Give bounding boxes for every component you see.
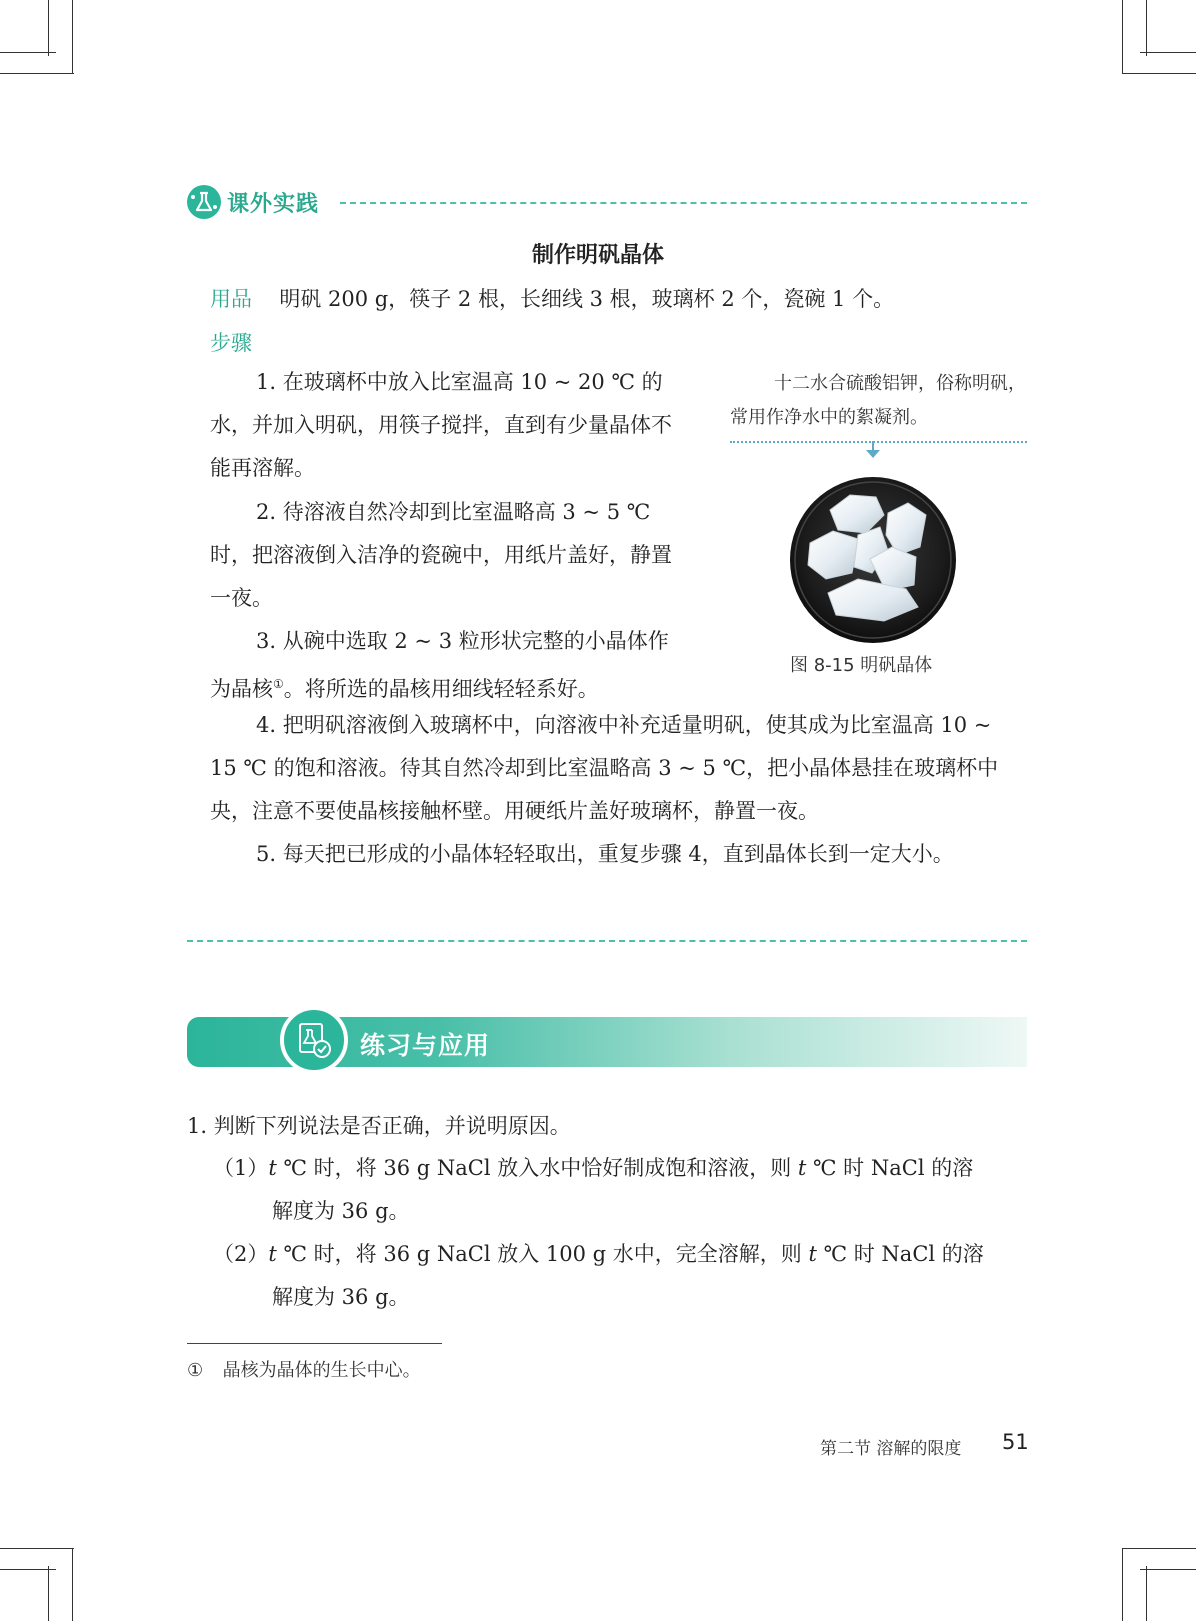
side-note-dotted-line [730,441,1027,443]
question-1-2-line2: 解度为 36 g。 [272,1285,410,1309]
materials-text: 明矾 200 g，筷子 2 根，长细线 3 根，玻璃杯 2 个，瓷碗 1 个。 [279,287,895,311]
practice-bottom-dashed-line [187,940,1027,942]
worksheet-check-icon [294,1020,334,1060]
side-note: 十二水合硫酸铝钾，俗称明矾，常用作净水中的絮凝剂。 [730,373,1026,428]
exercise-banner-badge [280,1006,348,1074]
crop-mark-br-v [1122,1548,1123,1621]
step-5: 5. 每天把已形成的小晶体轻轻取出，重复步骤 4，直到晶体长到一定大小。 [256,842,954,866]
question-1-2-line1 [213,1238,984,1268]
crop-mark-bl-h2 [0,1569,56,1570]
crop-mark-br-h [1122,1548,1196,1549]
crop-mark-tr-v [1122,0,1123,74]
materials-label: 用品 [210,287,252,311]
question-1-1-number: （1） [213,1156,269,1180]
question-1-2-text-a: ℃ 时，将 36 g NaCl 放入 100 g 水中，完全溶解，则 [276,1242,809,1266]
step-3-text-end: 。将所选的晶核用细线轻轻系好。 [283,677,599,701]
crop-mark-br-h2 [1140,1569,1196,1570]
flask-icon [187,185,221,219]
step-3 [210,620,680,711]
question-1-1-text-a: ℃ 时，将 36 g NaCl 放入水中恰好制成饱和溶液，则 [276,1156,798,1180]
crop-mark-bl-v2 [48,1566,49,1621]
footnote-divider [187,1343,442,1344]
step-3-text: 3. 从碗中选取 2 ~ 3 粒形状完整的小晶体作为晶核 [210,629,669,701]
question-1-2-var-t: t [268,1242,277,1266]
question-1-1-text-b: ℃ 时 NaCl 的溶 [806,1156,974,1180]
practice-title: 制作明矾晶体 [531,243,664,268]
footnote-ref: ① [273,677,284,691]
crop-mark-tr-v2 [1146,0,1147,56]
exercise-banner-title: 练习与应用 [360,1031,491,1060]
crop-mark-br-v2 [1146,1566,1147,1621]
footnote-mark: ① [187,1360,204,1381]
crop-mark-tl-v [72,0,73,74]
question-1-2-number: （2） [213,1242,269,1266]
question-1-1-var-t2: t [797,1156,807,1180]
crop-mark-tr-h2 [1140,52,1196,53]
figure-caption: 图 8-15 明矾晶体 [790,655,933,676]
footnote [187,1356,421,1382]
crop-mark-tl-h2 [0,52,56,53]
question-1-2-text-b: ℃ 时 NaCl 的溶 [816,1242,984,1266]
crop-mark-bl-v [72,1548,73,1621]
header-dashed-line [340,202,1027,204]
question-1-1-var-t: t [268,1156,277,1180]
alum-crystal-photo [788,475,958,645]
step-1: 1. 在玻璃杯中放入比室温高 10 ~ 20 ℃ 的水，并加入明矾，用筷子搅拌，直到有少量晶体不能再溶解。 [210,370,672,480]
question-1-stem: 1. 判断下列说法是否正确，并说明原因。 [187,1114,571,1138]
page-number: 51 [1002,1430,1029,1454]
materials-row [210,278,1030,321]
footer-section-title: 第二节 溶解的限度 [820,1439,962,1459]
crop-mark-tl-h [0,73,74,74]
steps-label: 步骤 [210,331,252,355]
footnote-text: 晶核为晶体的生长中心。 [222,1360,421,1381]
question-1-1-line2: 解度为 36 g。 [272,1199,410,1223]
step-2: 2. 待溶液自然冷却到比室温略高 3 ~ 5 ℃ 时，把溶液倒入洁净的瓷碗中，用纸片盖好，静置一夜。 [210,500,672,610]
step-4: 4. 把明矾溶液倒入玻璃杯中，向溶液中补充适量明矾，使其成为比室温高 10 ~ 15 ℃ 的饱和溶液。待其自然冷却到比室温略高 3 ~ 5 ℃，把小晶体悬挂在玻璃杯中央，注意不要使晶核接触杯壁。用硬纸片盖好玻璃杯，静置一夜。 [210,713,999,823]
crop-mark-tr-h [1122,73,1196,74]
crop-mark-tl-v2 [48,0,49,56]
question-1-1-line1 [213,1152,973,1182]
question-1-2-var-t2: t [808,1242,817,1266]
crop-mark-bl-h [0,1548,74,1549]
side-note-arrow [866,450,880,458]
practice-header-label: 课外实践 [227,192,320,217]
